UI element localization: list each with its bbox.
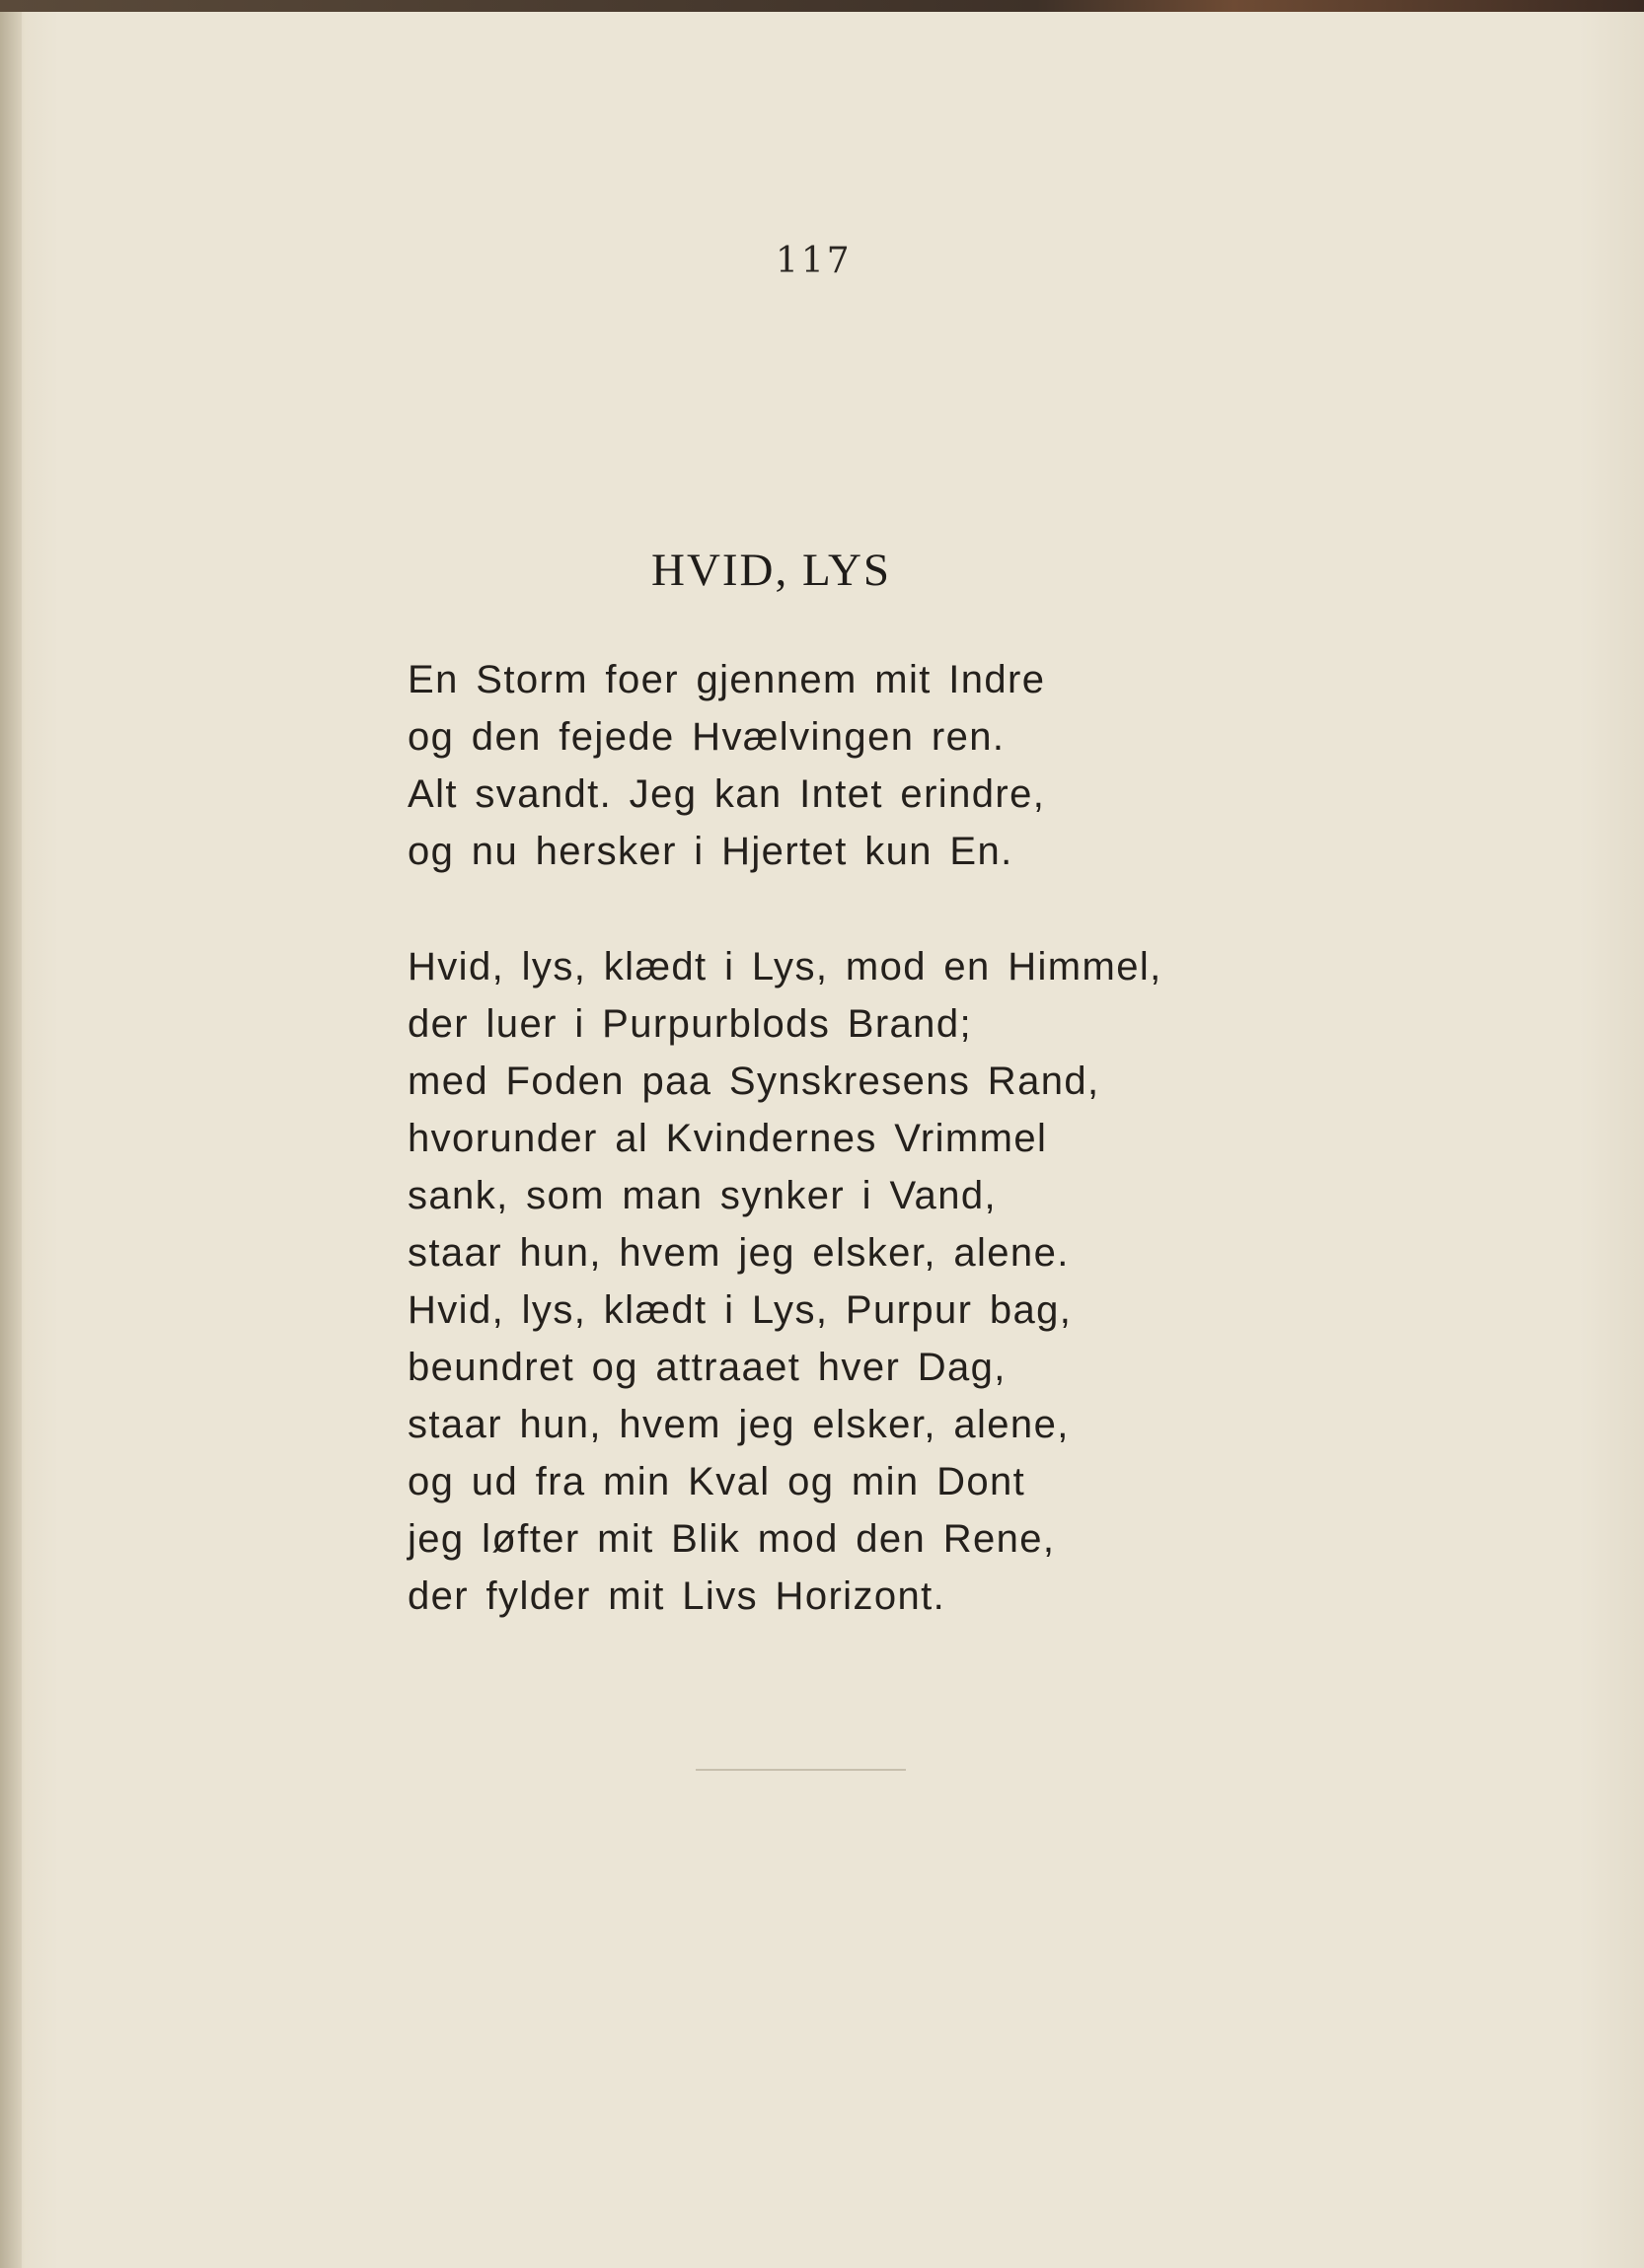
- poem-line: Hvid, lys, klædt i Lys, mod en Himmel,: [408, 945, 1162, 988]
- poem-line: beundret og attraaet hver Dag,: [408, 1346, 1007, 1389]
- poem-line: og den fejede Hvælvingen ren.: [408, 715, 1006, 759]
- stanza-2: [408, 938, 1162, 1625]
- poem-line: staar hun, hvem jeg elsker, alene.: [408, 1231, 1070, 1275]
- poem-line: jeg løfter mit Blik mod den Rene,: [408, 1517, 1056, 1561]
- end-divider: [696, 1769, 906, 1771]
- book-gutter: [0, 12, 22, 2268]
- poem-line: og nu hersker i Hjertet kun En.: [408, 830, 1013, 873]
- poem-line: hvorunder al Kvindernes Vrimmel: [408, 1117, 1048, 1160]
- stanza-1: [408, 651, 1162, 880]
- poem-line: der fylder mit Livs Horizont.: [408, 1574, 946, 1618]
- poem-line: med Foden paa Synskresens Rand,: [408, 1060, 1100, 1103]
- poem-line: Hvid, lys, klædt i Lys, Purpur bag,: [408, 1288, 1073, 1332]
- poem-line: staar hun, hvem jeg elsker, alene,: [408, 1403, 1070, 1446]
- poem-line: sank, som man synker i Vand,: [408, 1174, 998, 1217]
- page-number: 117: [776, 241, 853, 281]
- poem-title: HVID, LYS: [651, 545, 892, 596]
- poem-line: En Storm foer gjennem mit Indre: [408, 658, 1046, 701]
- poem-line: og ud fra min Kval og min Dont: [408, 1460, 1026, 1503]
- book-top-edge: [0, 0, 1644, 12]
- poem-body: [408, 651, 1162, 1683]
- poem-line: der luer i Purpurblods Brand;: [408, 1002, 972, 1046]
- poem-line: Alt svandt. Jeg kan Intet erindre,: [408, 772, 1046, 816]
